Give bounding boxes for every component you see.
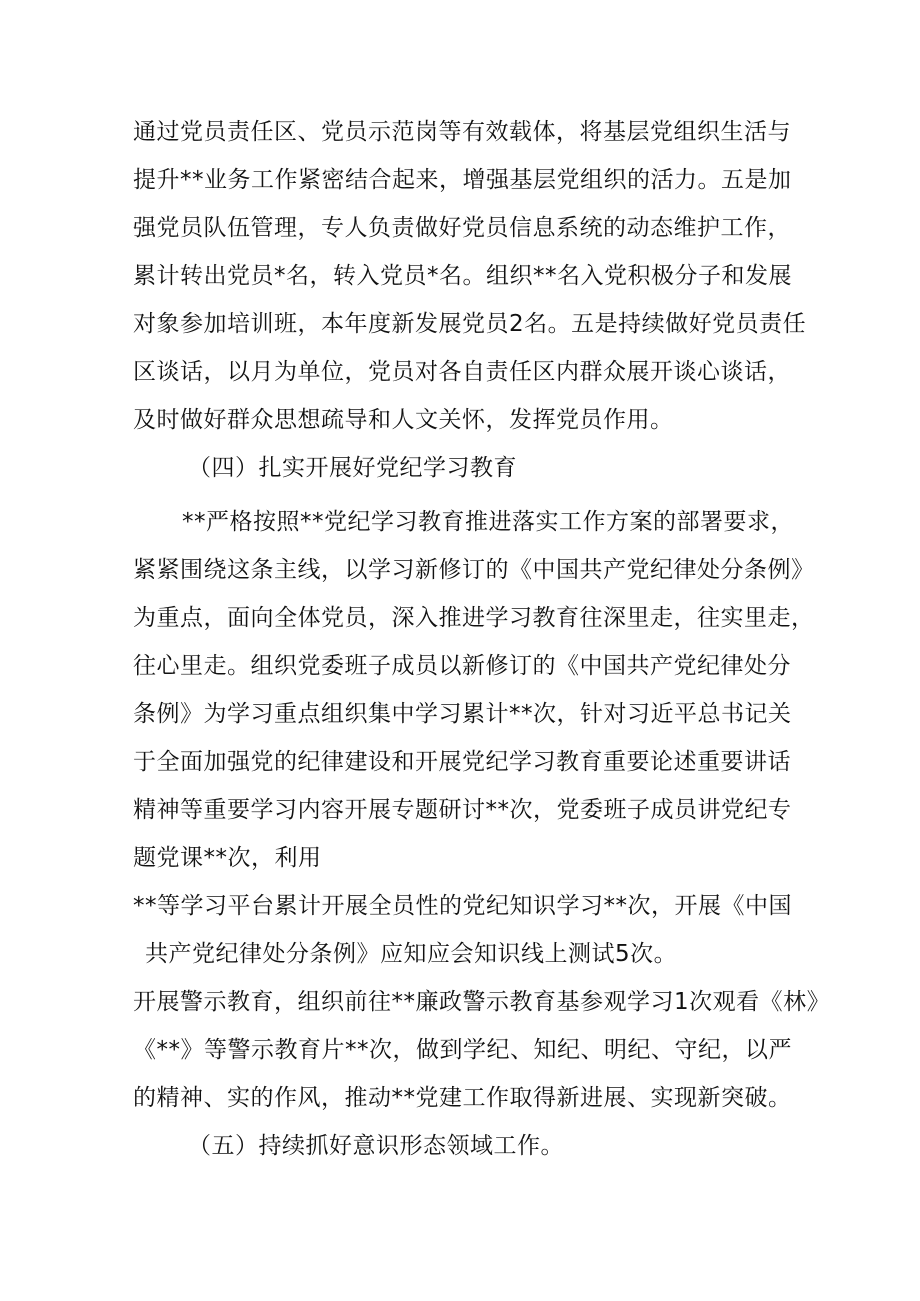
body-line-15: 题党课**次，利用	[133, 845, 322, 871]
body-line-14: 精神等重要学习内容开展专题研讨**次，党委班子成员讲党纪专	[133, 797, 792, 823]
body-line-4: 累计转出党员*名，转入党员*名。组织**名入党积极分子和发展	[133, 263, 792, 289]
body-line-13: 于全面加强党的纪律建设和开展党纪学习教育重要论述重要讲话	[133, 749, 791, 775]
body-line-6: 区谈话，以月为单位，党员对各自责任区内群众展开谈心谈话，	[133, 359, 791, 385]
body-line-9: 紧紧围绕这条主线，以学习新修订的《中国共产党纪律处分条例》	[133, 557, 815, 583]
body-line-19: 《**》等警示教育片**次，做到学纪、知纪、明纪、守纪，以严	[133, 1037, 792, 1063]
body-line-5: 对象参加培训班，本年度新发展党员2名。五是持续做好党员责任	[133, 311, 807, 337]
body-line-16: **等学习平台累计开展全员性的党纪知识学习**次，开展《中国	[133, 893, 792, 919]
body-line-11: 往心里走。组织党委班子成员以新修订的《中国共产党纪律处分	[133, 653, 791, 679]
section-heading-5: （五）持续抓好意识形态领域工作。	[188, 1133, 564, 1159]
body-line-1: 通过党员责任区、党员示范岗等有效载体，将基层党组织生活与	[133, 119, 791, 145]
body-line-7: 及时做好群众思想疏导和人文关怀，发挥党员作用。	[133, 407, 674, 433]
body-line-10: 为重点，面向全体党员，深入推进学习教育往深里走，往实里走，	[133, 605, 815, 631]
section-heading-4: （四）扎实开展好党纪学习教育	[188, 455, 517, 481]
body-line-2: 提升**业务工作紧密结合起来，增强基层党组织的活力。五是加	[133, 167, 792, 193]
body-line-12: 条例》为学习重点组织集中学习累计**次，针对习近平总书记关	[133, 701, 792, 727]
body-line-8: **严格按照**党纪学习教育推进落实工作方案的部署要求，	[182, 509, 794, 535]
body-line-20: 的精神、实的作风，推动**党建工作取得新进展、实现新突破。	[133, 1085, 792, 1111]
body-line-17: 共产党纪律处分条例》应知应会知识线上测试5次。	[145, 941, 678, 967]
body-line-18: 开展警示教育，组织前往**廉政警示教育基参观学习1次观看《林》	[133, 989, 831, 1015]
body-line-3: 强党员队伍管理，专人负责做好党员信息系统的动态维护工作，	[133, 215, 791, 241]
